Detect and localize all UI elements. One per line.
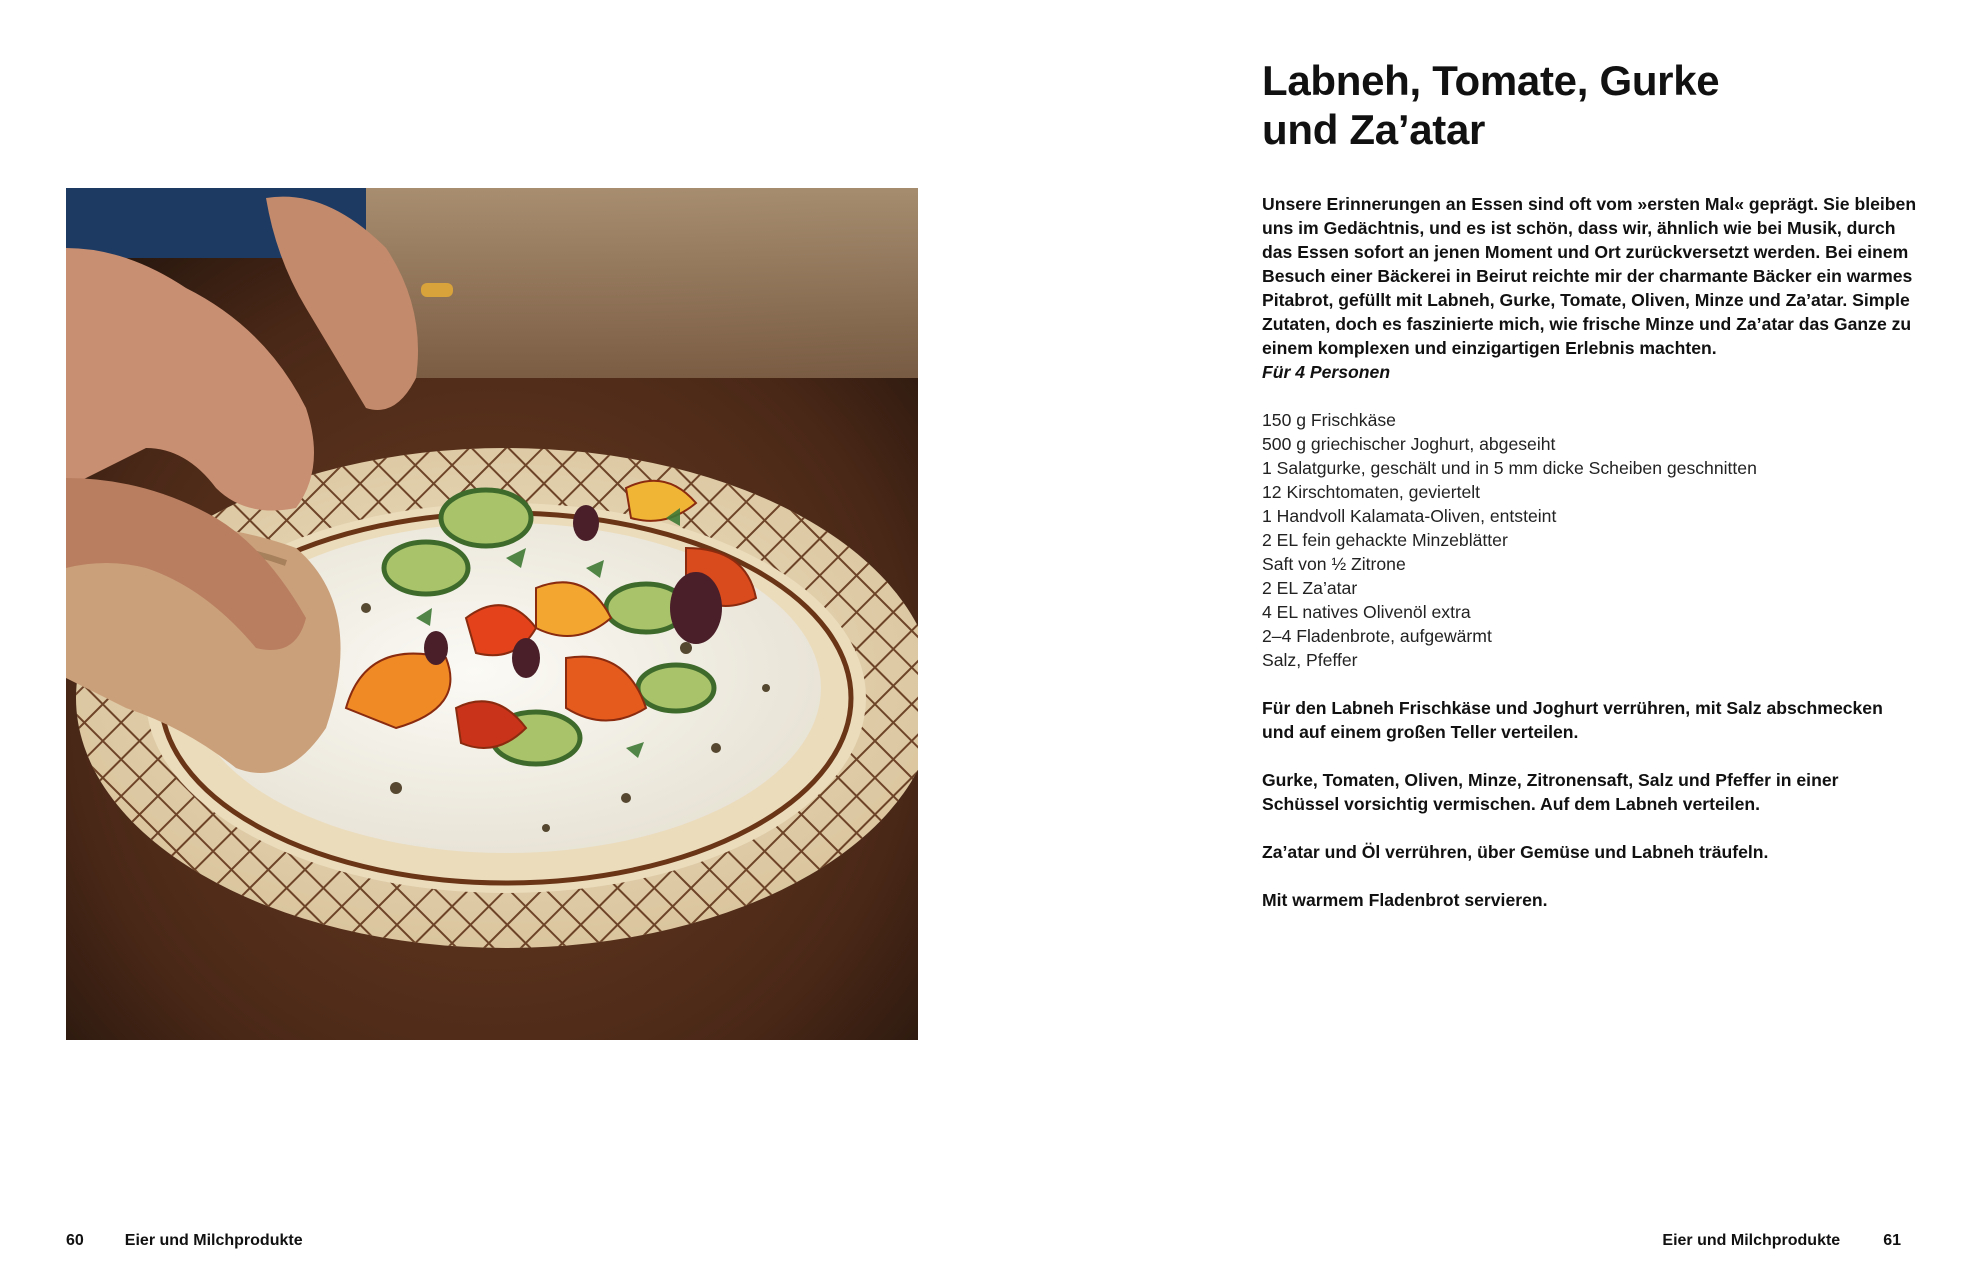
ingredient-item: 2 EL fein gehackte Minzeblätter bbox=[1262, 530, 1508, 550]
ingredient-item: 4 EL natives Olivenöl extra bbox=[1262, 602, 1471, 622]
right-page bbox=[983, 0, 1967, 1280]
ingredient-item: 12 Kirschtomaten, geviertelt bbox=[1262, 482, 1481, 502]
left-page bbox=[0, 0, 983, 1280]
recipe-servings: Für 4 Personen bbox=[1262, 362, 1391, 382]
recipe-step: Mit warmem Fladenbrot servieren. bbox=[1262, 890, 1548, 910]
recipe-title-line-2: und Za’atar bbox=[1262, 106, 1486, 153]
page-number-right: 61 bbox=[1883, 1232, 1901, 1249]
recipe-title bbox=[1262, 56, 1917, 154]
ingredient-list bbox=[1262, 408, 1917, 672]
ingredient-item: Saft von ½ Zitrone bbox=[1262, 554, 1406, 574]
ingredient-item: 2–4 Fladenbrote, aufgewärmt bbox=[1262, 626, 1492, 646]
footer-right bbox=[1662, 1231, 1901, 1251]
ingredient-item: 150 g Frischkäse bbox=[1262, 410, 1396, 430]
section-name-left: Eier und Milchprodukte bbox=[124, 1232, 303, 1249]
recipe-step: Für den Labneh Frischkäse und Joghurt verrühren, mit Salz abschmecken und auf einem großen Teller verteilen. bbox=[1262, 698, 1883, 742]
page-number-left: 60 bbox=[66, 1232, 84, 1249]
ingredient-item: 2 EL Za’atar bbox=[1262, 578, 1358, 598]
recipe-step: Za’atar und Öl verrühren, über Gemüse und Labneh träufeln. bbox=[1262, 842, 1769, 862]
ingredient-item: Salz, Pfeffer bbox=[1262, 650, 1358, 670]
ingredient-item: 1 Salatgurke, geschält und in 5 mm dicke Scheiben geschnitten bbox=[1262, 458, 1757, 478]
footer-left bbox=[66, 1231, 303, 1251]
recipe-intro: Unsere Erinnerungen an Essen sind oft vom »ersten Mal« geprägt. Sie bleiben uns im Gedächtnis, und es ist schön, dass wir, ähnlich wie bei Musik, durch das Essen sofort an jenen Moment und Ort zurückversetzt werden. Bei einem Besuch einer Bäckerei in Beirut reichte mir der charmante Bäcker ein warmes Pitabrot, gefüllt mit Labneh, Gurke, Tomate, Oliven, Minze und Za’atar. Simple Zutaten, doch es faszinierte mich, wie frische Minze und Za’atar das Ganze zu einem komplexen und einzigartigen Erlebnis machten. bbox=[1262, 194, 1917, 358]
recipe-step: Gurke, Tomaten, Oliven, Minze, Zitronensaft, Salz und Pfeffer in einer Schüssel vorsichtig vermischen. Auf dem Labneh verteilen. bbox=[1262, 770, 1839, 814]
ingredient-item: 1 Handvoll Kalamata-Oliven, entsteint bbox=[1262, 506, 1557, 526]
ingredient-item: 500 g griechischer Joghurt, abgeseiht bbox=[1262, 434, 1556, 454]
dish-photo-illustration bbox=[66, 188, 918, 1040]
ring bbox=[421, 283, 453, 297]
section-name-right: Eier und Milchprodukte bbox=[1662, 1232, 1841, 1249]
recipe-title-line-1: Labneh, Tomate, Gurke bbox=[1262, 57, 1720, 104]
recipe bbox=[1262, 56, 1917, 912]
dish-photo bbox=[66, 188, 918, 1040]
